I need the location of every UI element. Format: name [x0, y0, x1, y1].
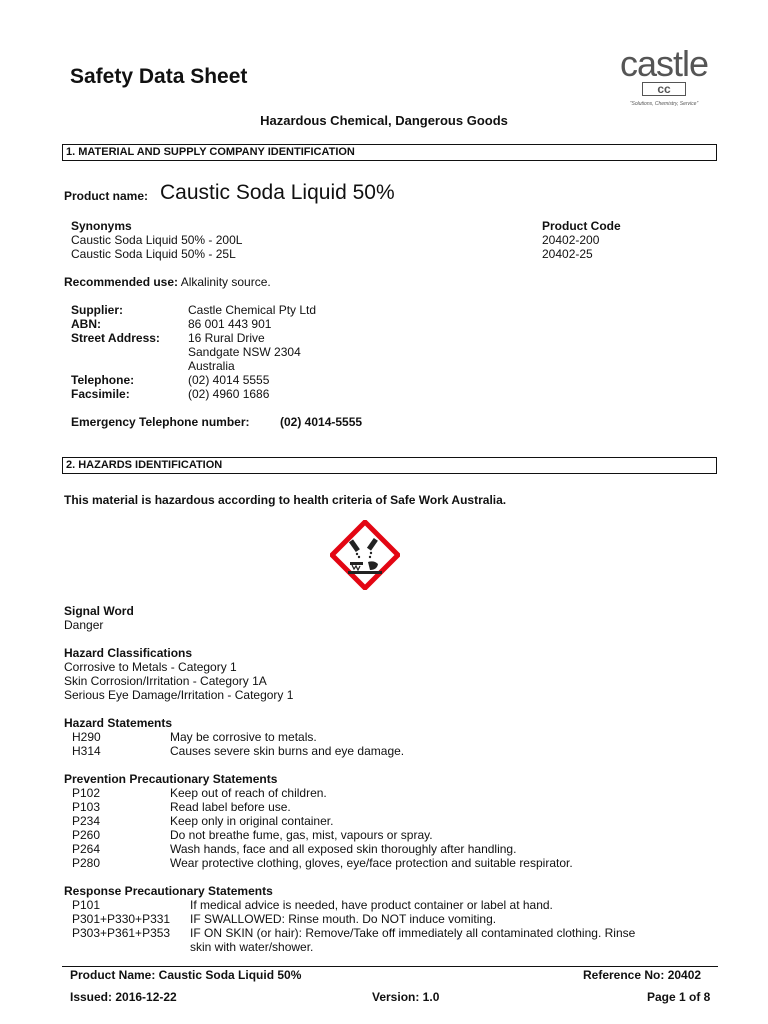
emergency-telephone-number: (02) 4014-5555	[280, 415, 363, 429]
signal-word: Danger	[64, 618, 104, 632]
street-address-line: Sandgate NSW 2304	[188, 345, 301, 359]
abn-label: ABN:	[71, 317, 101, 331]
footer-page-number: Page 1 of 8	[647, 990, 711, 1004]
footer-reference-number: Reference No: 20402	[583, 968, 702, 982]
street-address-label: Street Address:	[71, 331, 160, 345]
corrosion-pictogram-icon	[330, 520, 400, 590]
footer-product-name: Product Name: Caustic Soda Liquid 50%	[70, 968, 302, 982]
street-address-line: 16 Rural Drive	[188, 331, 265, 345]
synonym-name: Caustic Soda Liquid 50% - 200L	[71, 233, 243, 247]
prevention-text: Wear protective clothing, gloves, eye/face protection and suitable respirator.	[170, 856, 573, 870]
response-code: P301+P330+P331	[72, 912, 171, 926]
synonym-code: 20402-200	[542, 233, 600, 247]
hazard-statement-code: H290	[72, 730, 101, 744]
castle-logo	[612, 44, 716, 114]
section-2-heading-box	[62, 457, 717, 474]
facsimile-label: Facsimile:	[71, 387, 130, 401]
logo-cc-monogram-icon	[642, 82, 686, 96]
recommended-use	[64, 275, 271, 289]
svg-text:cc: cc	[657, 82, 671, 96]
response-code: P303+P361+P353	[72, 926, 171, 940]
logo-wordmark: castle	[619, 43, 709, 84]
section-2-heading: 2. HAZARDS IDENTIFICATION	[66, 459, 223, 471]
abn-value: 86 001 443 901	[188, 317, 272, 331]
telephone-value: (02) 4014 5555	[188, 373, 270, 387]
footer-divider	[62, 966, 718, 967]
prevention-text: Wash hands, face and all exposed skin thoroughly after handling.	[170, 842, 517, 856]
prevention-code: P102	[72, 786, 101, 800]
page-title: Safety Data Sheet	[70, 65, 248, 88]
street-address-line: Australia	[188, 359, 235, 373]
signal-word-heading: Signal Word	[64, 604, 134, 618]
prevention-text: Keep only in original container.	[170, 814, 334, 828]
hazard-statement-code: H314	[72, 744, 101, 758]
hazard-classifications-heading: Hazard Classifications	[64, 646, 193, 660]
logo-tagline: “Solutions, Chemistry, Service”	[629, 101, 699, 107]
hazard-statement-intro: This material is hazardous according to health criteria of Safe Work Australia.	[64, 493, 507, 507]
prevention-code: P103	[72, 800, 101, 814]
prevention-code: P280	[72, 856, 101, 870]
synonym-code: 20402-25	[542, 247, 593, 261]
supplier-value: Castle Chemical Pty Ltd	[188, 303, 317, 317]
hazard-classification-item: Corrosive to Metals - Category 1	[64, 660, 237, 674]
response-statements-heading: Response Precautionary Statements	[64, 884, 273, 898]
hazard-statement-text: Causes severe skin burns and eye damage.	[170, 744, 405, 758]
prevention-code: P234	[72, 814, 101, 828]
hazard-statements-heading: Hazard Statements	[64, 716, 173, 730]
product-code-heading: Product Code	[542, 219, 621, 233]
telephone-label: Telephone:	[71, 373, 135, 387]
response-code: P101	[72, 898, 101, 912]
product-name: Caustic Soda Liquid 50%	[160, 181, 395, 204]
product-name-label: Product name:	[64, 189, 149, 203]
prevention-text: Do not breathe fume, gas, mist, vapours or spray.	[170, 828, 433, 842]
hazard-statement-text: May be corrosive to metals.	[170, 730, 317, 744]
section-1-heading: 1. MATERIAL AND SUPPLY COMPANY IDENTIFICATION	[66, 146, 355, 158]
prevention-statements-heading: Prevention Precautionary Statements	[64, 772, 278, 786]
prevention-text: Read label before use.	[170, 800, 291, 814]
footer-version: Version: 1.0	[372, 990, 440, 1004]
facsimile-value: (02) 4960 1686	[188, 387, 270, 401]
supplier-label: Supplier:	[71, 303, 124, 317]
prevention-code: P264	[72, 842, 101, 856]
hazard-classification-item: Serious Eye Damage/Irritation - Category 1	[64, 688, 294, 702]
hazard-classification-item: Skin Corrosion/Irritation - Category 1A	[64, 674, 267, 688]
section-1-heading-box	[62, 144, 717, 161]
response-text: IF SWALLOWED: Rinse mouth. Do NOT induce vomiting.	[190, 912, 497, 926]
response-text: If medical advice is needed, have product container or label at hand.	[190, 898, 553, 912]
recommended-use-value: Alkalinity source.	[180, 275, 271, 289]
prevention-text: Keep out of reach of children.	[170, 786, 327, 800]
recommended-use-label: Recommended use:	[64, 275, 179, 289]
document-subtitle: Hazardous Chemical, Dangerous Goods	[260, 113, 508, 128]
synonym-name: Caustic Soda Liquid 50% - 25L	[71, 247, 236, 261]
prevention-code: P260	[72, 828, 101, 842]
emergency-telephone-label: Emergency Telephone number:	[71, 415, 250, 429]
response-text: IF ON SKIN (or hair): Remove/Take off immediately all contaminated clothing. Rinse	[190, 926, 636, 940]
response-text-continued: skin with water/shower.	[190, 940, 314, 954]
synonyms-heading: Synonyms	[71, 219, 132, 233]
footer-issued-date: Issued: 2016-12-22	[70, 990, 177, 1004]
